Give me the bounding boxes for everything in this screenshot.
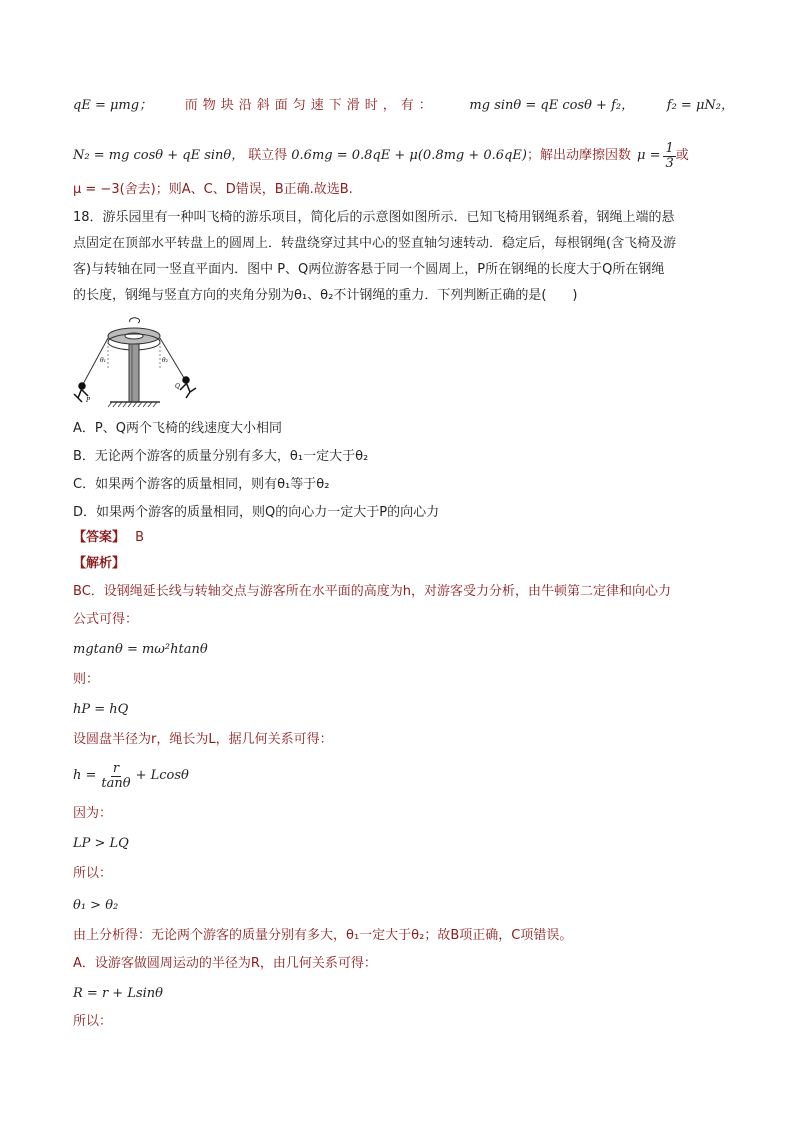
- label-theta2: θ₂: [162, 357, 169, 364]
- label-theta1: θ₁: [100, 357, 107, 364]
- eq-mu: μ =: [636, 148, 661, 163]
- equation-2: hP = hQ: [73, 702, 129, 717]
- rotation-arrow-icon: [130, 318, 140, 323]
- eq3-lhs: h =: [73, 768, 97, 783]
- answer-line: [73, 528, 734, 548]
- text-so-1: 所以：: [73, 866, 113, 881]
- equation-6: R = r + Lsinθ: [73, 986, 163, 1001]
- rider-q-icon: [180, 377, 196, 398]
- explanation-a: A．设游客做圆周运动的半径为R，由几何关系可得：: [73, 956, 377, 971]
- eq3-rhs: + Lcosθ: [135, 768, 189, 783]
- formula-line-2: [73, 138, 734, 174]
- explanation-bc-2: 公式可得：: [73, 612, 139, 627]
- text-set-radius: 设圆盘半径为r，绳长为L，据几何关系可得：: [73, 732, 333, 747]
- text-slide-down: 而物块沿斜面匀速下滑时，有：: [184, 98, 437, 113]
- eq-force-balance: mg sinθ = qE cosθ + f₂，: [469, 98, 635, 113]
- eq-combined: 0.6mg = 0.8qE + μ(0.8mg + 0.6qE): [291, 148, 527, 163]
- text-combine: 联立得: [248, 148, 288, 163]
- option-b: B．无论两个游客的质量分别有多大，θ₁一定大于θ₂: [73, 449, 369, 464]
- equation-1: mgtanθ = mω²htanθ: [73, 642, 208, 657]
- answer-tag: 【答案】: [73, 530, 126, 545]
- eq3-fraction: [99, 762, 132, 791]
- label-p: P: [86, 397, 91, 404]
- explanation-tag: 【解析】: [73, 556, 126, 571]
- fraction-one-third: [663, 142, 675, 171]
- question-18-line-1: 18．游乐园里有一种叫飞椅的游乐项目，简化后的示意图如图所示．已知飞椅用钢绳系着，钢绳上端的悬: [73, 210, 675, 225]
- option-c: C．如果两个游客的质量相同，则有θ₁等于θ₂: [73, 477, 330, 492]
- eq-normal-force: N₂ = mg cosθ + qE sinθ，: [73, 148, 245, 163]
- text-because: 因为：: [73, 806, 113, 821]
- text-so-2: 所以：: [73, 1014, 113, 1029]
- formula-line-3: μ = −3(舍去)；则A、C、D错误，B正确.故选B.: [73, 182, 353, 197]
- central-pillar: [129, 344, 139, 402]
- option-a: A．P、Q两个飞椅的线速度大小相同: [73, 421, 282, 436]
- label-q: Q: [175, 383, 180, 390]
- flying-chair-figure: [70, 314, 202, 412]
- question-18-line-2: 点固定在顶部水平转盘上的圆周上．转盘绕穿过其中心的竖直轴匀速转动．稳定后，每根钢绳(含飞椅及游: [73, 236, 677, 251]
- eq-friction: f₂ = μN₂，: [666, 98, 734, 113]
- text-or: 或: [675, 148, 689, 163]
- text-then: 则：: [73, 672, 100, 687]
- eq3-numerator: r: [112, 760, 120, 776]
- question-18-line-3: 客)与转轴在同一竖直平面内．图中 P、Q两位游客悬于同一个圆周上，P所在钢绳的长度大于Q所在钢绳: [73, 262, 665, 277]
- eq-qe-mumg: qE = μmg；: [73, 98, 153, 113]
- answer-value: B: [135, 530, 145, 545]
- explanation-bc-1: BC．设钢绳延长线与转轴交点与游客所在水平面的高度为h，对游客受力分析，由牛顿第二定律和向心力: [73, 584, 672, 599]
- option-d: D．如果两个游客的质量相同，则Q的向心力一定大于P的向心力: [73, 505, 440, 520]
- equation-3: [73, 756, 734, 796]
- fraction-numerator: 1: [665, 140, 674, 156]
- fraction-denominator: 3: [665, 155, 674, 171]
- question-18-line-4: 的长度，钢绳与竖直方向的夹角分别为θ₁、θ₂不计钢绳的重力．下列判断正确的是( ): [73, 288, 578, 303]
- equation-5: θ₁ > θ₂: [73, 898, 119, 913]
- text-conclusion: 由上分析得：无论两个游客的质量分别有多大，θ₁一定大于θ₂；故B项正确，C项错误。: [73, 928, 573, 943]
- equation-4: LP > LQ: [73, 836, 129, 851]
- text-solve-mu: ；解出动摩擦因数: [526, 148, 631, 163]
- eq3-denominator: tanθ: [101, 775, 131, 791]
- formula-line-1: [73, 96, 734, 116]
